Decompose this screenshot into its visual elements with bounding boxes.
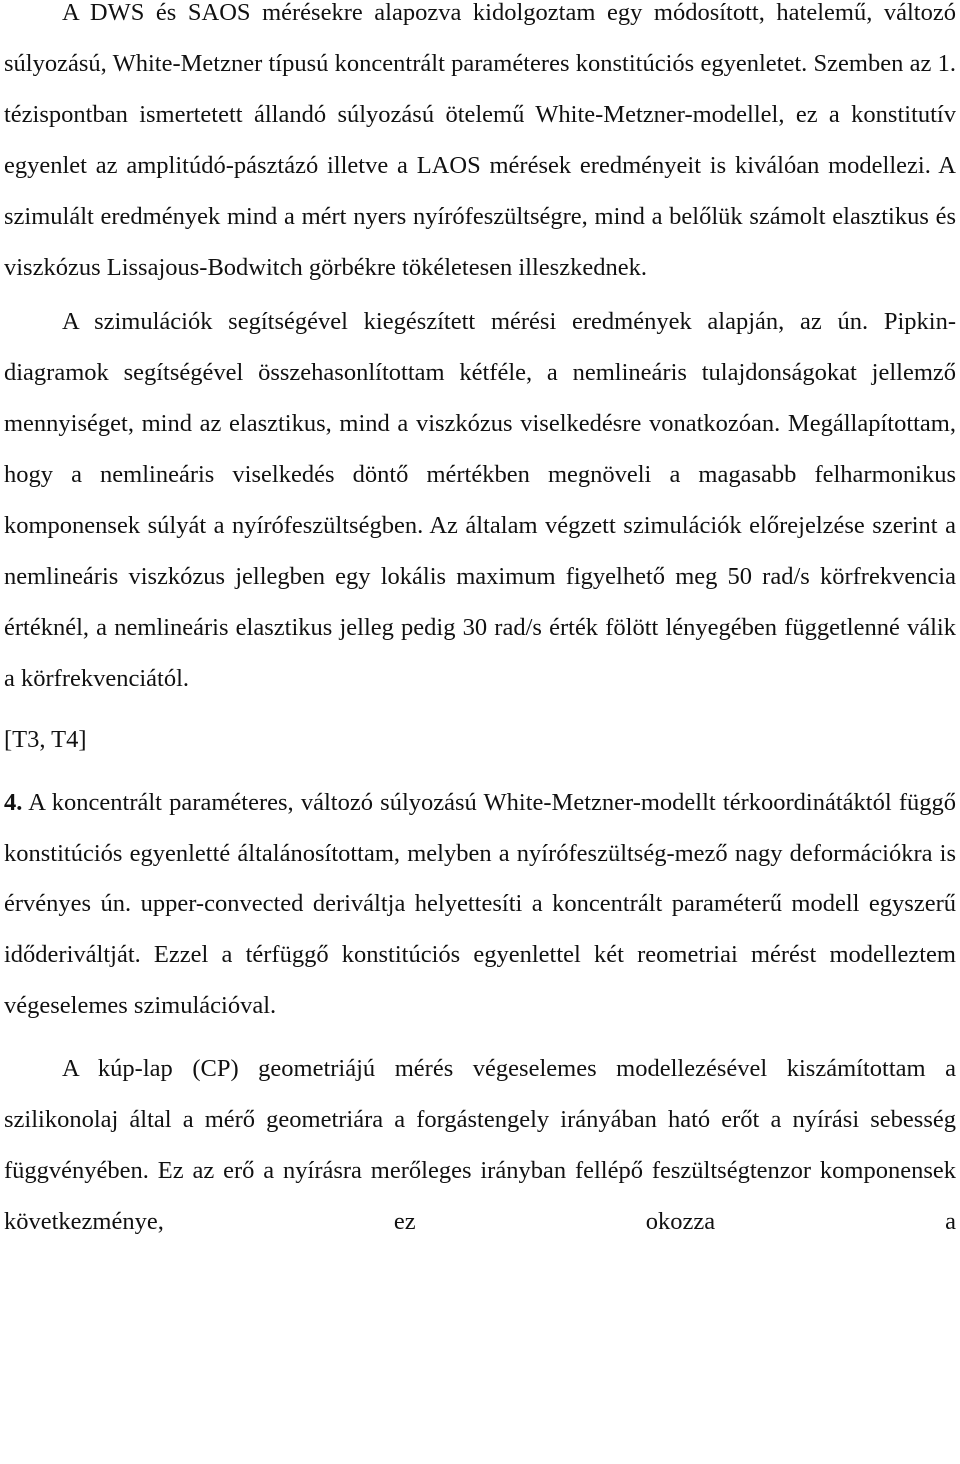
thesis-number: 4. bbox=[4, 788, 23, 816]
thesis-4-text: A koncentrált paraméteres, változó súlyozású White-Metzner-modellt térkoordinátáktól függő konstitúciós egyenletté általánosítottam, melyben a nyírófeszültség-mező nagy deformációkra is érvényes ún. upper-convected deriváltja helyettesíti a koncentrált paraméterű modell egyszerű időderiváltját. Ezzel a térfüggő konstitúciós egyenlettel két reometriai mérést modelleztem végeselemes szimulációval. bbox=[4, 788, 956, 1020]
paragraph-cone-plate: A kúp-lap (CP) geometriájú mérés végeselemes modellezésével kiszámítottam a szilikonolaj által a mérő geometriára a forgástengely irányában ható erőt a nyírási sebesség függvényében. Ez az erő a nyírásra merőleges irányban fellépő feszültségtenzor komponensek következménye, ez okozza a bbox=[4, 1055, 956, 1235]
paragraph-model-description: A DWS és SAOS mérésekre alapozva kidolgoztam egy módosított, hatelemű, változó súlyozású, White-Metzner típusú koncentrált paraméteres konstitúciós egyenletet. Szemben az 1. tézispontban ismertetett állandó súlyozású ötelemű White-Metzner-modellel, ez a konstitutív egyenlet az amplitúdó-pásztázó illetve a LAOS mérések eredményeit is kiválóan modellezi. A szimulált eredmények mind a mért nyers nyírófeszültségre, mind a belőlük számolt elasztikus és viszkózus Lissajous-Bodwitch görbékre tökéletesen illeszkednek. bbox=[4, 0, 956, 281]
paragraph-pipkin-diagrams: A szimulációk segítségével kiegészített mérési eredmények alapján, az ún. Pipkin-diagramok segítségével összehasonlítottam kétféle, a nemlineáris tulajdonságokat jellemző mennyiséget, mind az elasztikus, mind a viszkózus viselkedésre vonatkozóan. Megállapítottam, hogy a nemlineáris viselkedés döntő mértékben megnöveli a magasabb felharmonikus komponensek súlyát a nyírófeszültségben. Az általam végzett szimulációk előrejelzése szerint a nemlineáris viszkózus jellegben egy lokális maximum figyelhető meg 50 rad/s körfrekvencia értéknél, a nemlineáris elasztikus jelleg pedig 30 rad/s érték fölött lényegében függetlenné válik a körfrekvenciától. bbox=[4, 308, 956, 692]
paragraph-thesis-4 bbox=[4, 778, 956, 1033]
reference-list: [T3, T4] bbox=[4, 725, 87, 753]
